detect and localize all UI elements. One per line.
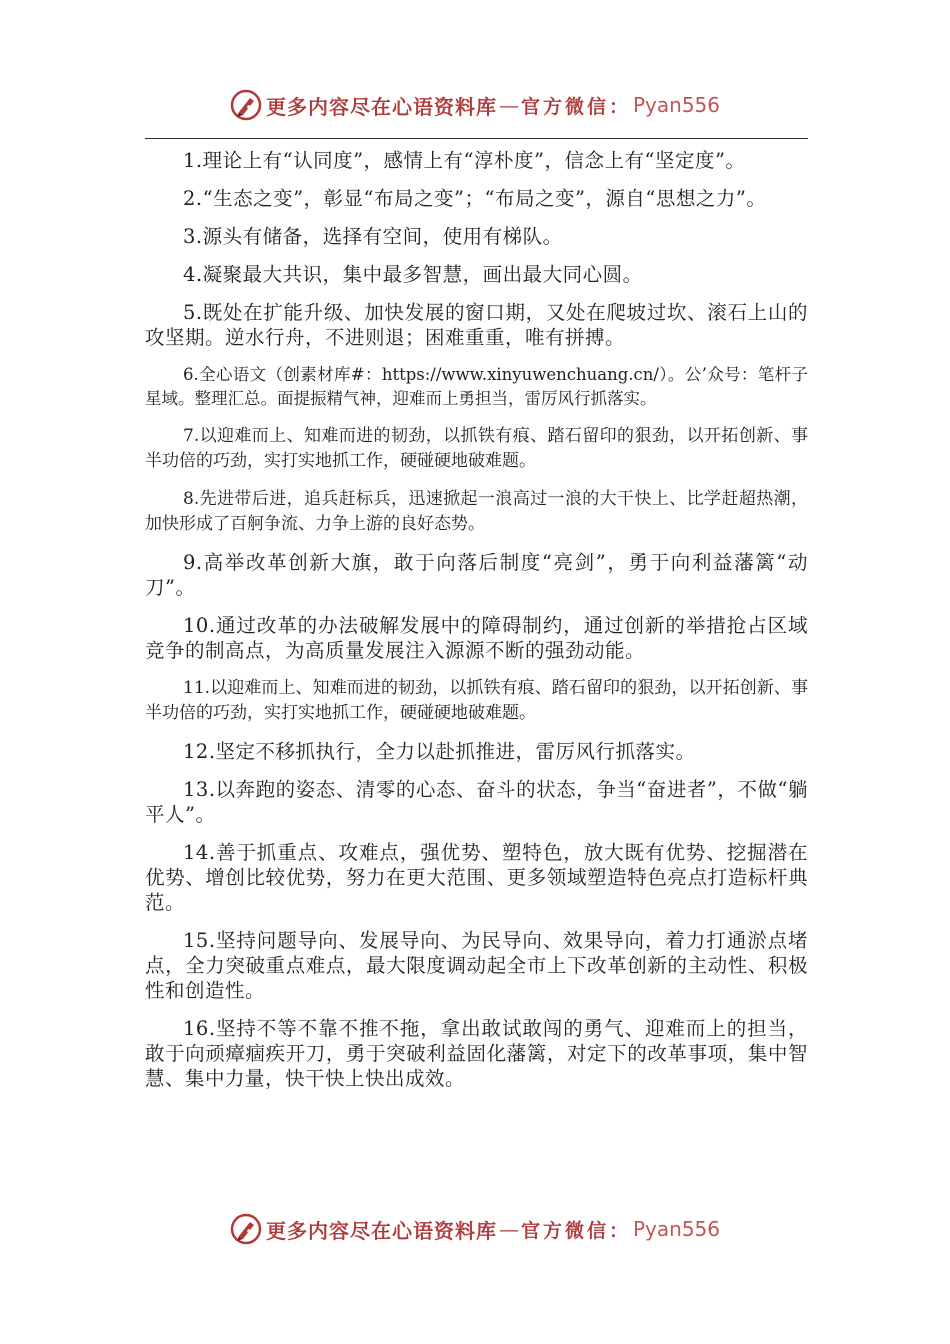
paragraph-1: 1.理论上有“认同度”，感情上有“淳朴度”，信念上有“坚定度”。	[183, 149, 746, 172]
footer-banner	[0, 1206, 950, 1252]
banner-separator: —	[498, 93, 519, 117]
paragraph-6: 6.全心语文（创素材库#：https://www.xinyuwenchuang.cn/）。公’众号：笔杆子星域。整理汇总。面提振精气神，迎难而上勇担当，雷厉风行抓落实。	[145, 365, 808, 408]
paragraph-2: 2.“生态之变”，彰显“布局之变”；“布局之变”，源自“思想之力”。	[183, 187, 767, 210]
paragraph-8: 8.先进带后进，追兵赶标兵，迅速掀起一浪高过一浪的大干快上、比学赶超热潮，加快形成了百舸争流、力争上游的良好态势。	[145, 489, 808, 534]
paragraph-14: 14.善于抓重点、攻难点，强优势、塑特色，放大既有优势、挖掘潜在优势、增创比较优势，努力在更大范围、更多领域塑造特色亮点打造标杆典范。	[145, 841, 808, 914]
paragraph-16: 16.坚持不等不靠不推不拖，拿出敢试敢闯的勇气、迎难而上的担当，敢于向顽瘴痼疾开刀，勇于突破利益固化藩篱，对定下的改革事项，集中智慧、集中力量，快干快上快出成效。	[145, 1017, 808, 1090]
banner-text: 更多内容尽在心语资料库	[265, 1218, 497, 1243]
document-body	[145, 148, 808, 1104]
header-banner	[0, 82, 950, 128]
paragraph-9: 9.高举改革创新大旗，敢于向落后制度“亮剑”，勇于向利益藩篱“动刀”。	[145, 551, 808, 599]
header-divider	[145, 138, 808, 139]
paragraph-13: 13.以奔跑的姿态、清零的心态、奋斗的状态，争当“奋进者”，不做“躺平人”。	[145, 778, 808, 826]
pen-logo-icon	[230, 89, 262, 121]
paragraph-11: 11.以迎难而上、知难而进的韧劲，以抓铁有痕、踏石留印的狠劲，以开拓创新、事半功倍的巧劲，实打实地抓工作，硬碰硬地破难题。	[145, 678, 808, 723]
pen-logo-icon	[230, 1213, 262, 1245]
paragraph-4: 4.凝聚最大共识，集中最多智慧，画出最大同心圆。	[183, 263, 643, 286]
wechat-id: Pyan556	[633, 93, 721, 117]
wechat-label: 官方微信：	[520, 95, 631, 118]
paragraph-10: 10.通过改革的办法破解发展中的障碍制约，通过创新的举措抢占区域竞争的制高点，为高质量发展注入源源不断的强劲动能。	[145, 614, 808, 662]
wechat-id: Pyan556	[633, 1217, 721, 1241]
paragraph-12: 12.坚定不移抓执行，全力以赴抓推进，雷厉风行抓落实。	[183, 740, 696, 763]
banner-text: 更多内容尽在心语资料库	[265, 94, 497, 119]
paragraph-7: 7.以迎难而上、知难而进的韧劲，以抓铁有痕、踏石留印的狠劲，以开拓创新、事半功倍的巧劲，实打实地抓工作，硬碰硬地破难题。	[145, 426, 808, 471]
paragraph-3: 3.源头有储备，选择有空间，使用有梯队。	[183, 225, 563, 248]
banner-separator: —	[498, 1217, 519, 1241]
paragraph-15: 15.坚持问题导向、发展导向、为民导向、效果导向，着力打通淤点堵点，全力突破重点难点，最大限度调动起全市上下改革创新的主动性、积极性和创造性。	[145, 929, 808, 1002]
wechat-label: 官方微信：	[520, 1219, 631, 1242]
paragraph-5: 5.既处在扩能升级、加快发展的窗口期，又处在爬坡过坎、滚石上山的攻坚期。逆水行舟，不进则退；困难重重，唯有拼搏。	[145, 301, 808, 349]
